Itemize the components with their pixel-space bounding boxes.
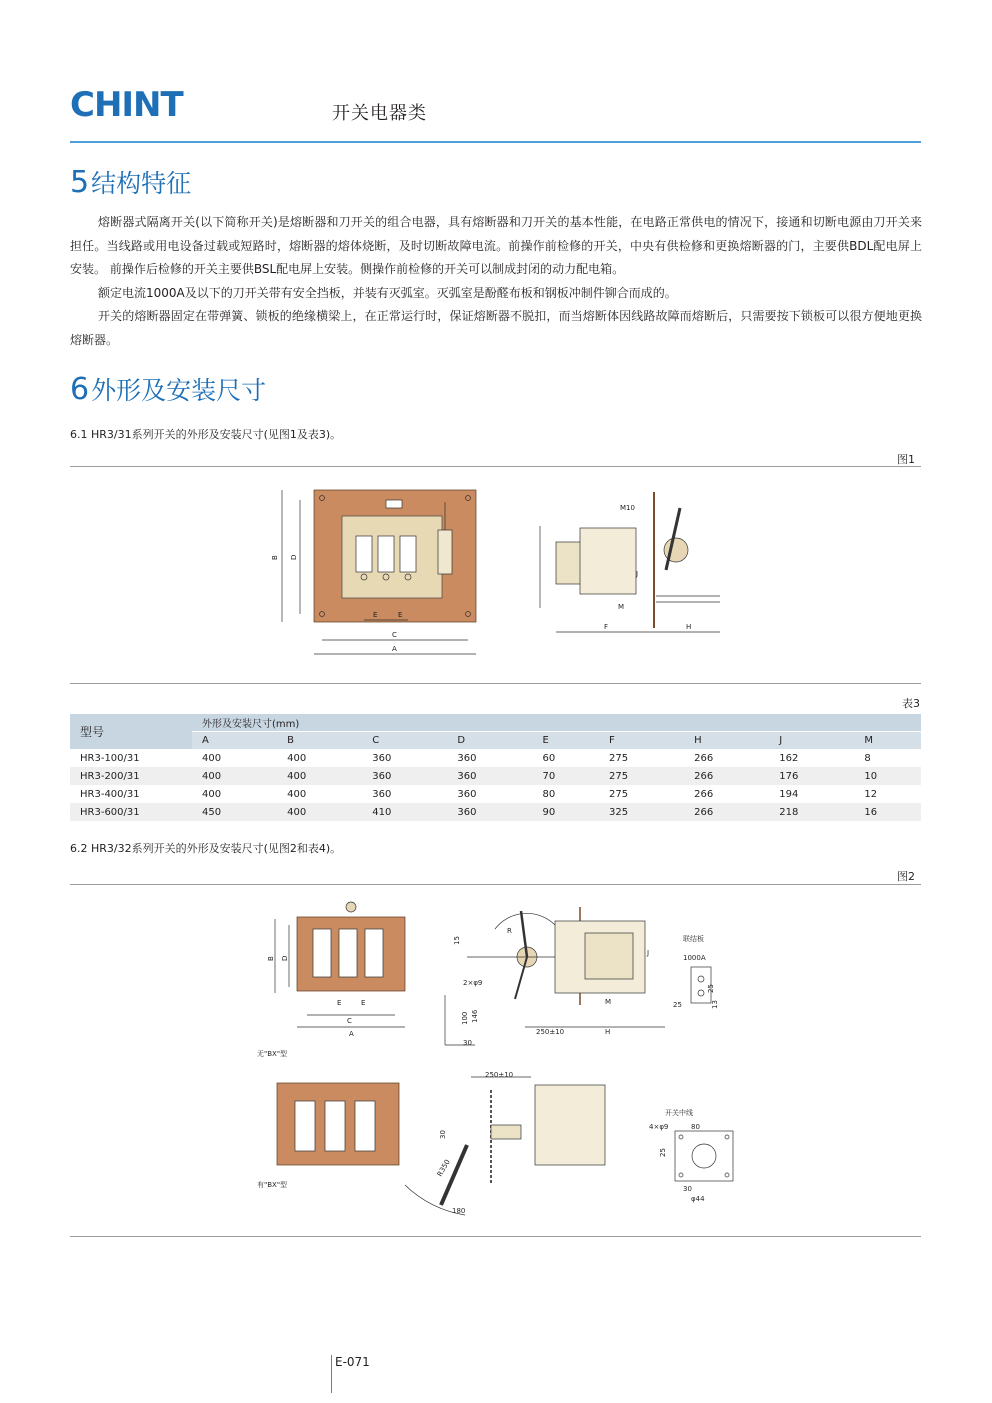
dim-label: φ44 (691, 1195, 705, 1203)
col-header: M (854, 732, 921, 750)
cell-model: HR3-400/31 (80, 788, 140, 800)
header-rule (70, 141, 921, 143)
cell: 218 (769, 803, 854, 821)
page-marker (331, 1355, 332, 1393)
dim-label: 4×φ9 (649, 1123, 669, 1131)
dim-label: A (349, 1030, 354, 1038)
dim-label: A (392, 645, 397, 653)
divider (70, 466, 921, 467)
table-row (70, 767, 921, 785)
dimensions-table (70, 714, 921, 821)
cell: 360 (362, 767, 447, 785)
cell: 60 (542, 752, 556, 764)
col-header: E (533, 732, 600, 750)
cell: 450 (192, 803, 277, 821)
cell: 70 (533, 767, 600, 785)
dim-label: 25 (673, 1001, 682, 1009)
subsection-6-2: 6.2 HR3/32系列开关的外形及安装尺寸(见图2和表4)。 (70, 842, 342, 855)
page-number: E-071 (335, 1355, 370, 1369)
section-number: 5 (70, 165, 90, 200)
dim-label: 250±10 (536, 1028, 565, 1036)
variant-label: 有"BX"型 (257, 1181, 288, 1189)
col-header: B (277, 732, 362, 750)
cell: 266 (684, 767, 769, 785)
figure-1-drawing (260, 478, 740, 663)
dim-label: 15 (453, 936, 461, 945)
cell: 176 (769, 767, 854, 785)
section-5-body (70, 211, 922, 352)
dim-label: B (267, 956, 275, 961)
section-number: 6 (70, 372, 90, 407)
dim-label: E (337, 999, 342, 1007)
cell: 12 (864, 788, 878, 800)
dim-label: F (604, 623, 609, 631)
paragraph: 额定电流1000A及以下的刀开关带有安全挡板，并装有灭弧室。灭弧室是酚醛布板和钢板冲制件铆合而成的。 (98, 285, 677, 300)
dim-label: J (636, 570, 639, 578)
cell: 360 (372, 788, 392, 800)
cell-model: HR3-200/31 (70, 767, 192, 785)
paragraph: 开关的熔断器固定在带弹簧、锁板的绝缘横梁上，在正常运行时，保证熔断器不脱扣，而当熔断体因线路故障而熔断后，只需要按下锁板可以很方便地更换熔断器。 (70, 309, 922, 347)
figure-1-label: 图1 (897, 453, 915, 466)
cell-model: HR3-600/31 (70, 803, 192, 821)
cell: 16 (854, 803, 921, 821)
dim-label: 30 (439, 1130, 447, 1139)
dim-label: 25 (707, 984, 715, 993)
cell: 400 (277, 803, 362, 821)
chint-logo: CHINT (70, 85, 183, 125)
dim-label: 25 (659, 1148, 667, 1157)
table-row (70, 803, 921, 821)
dim-label: H (686, 623, 692, 631)
figure-2-label: 图2 (897, 870, 915, 883)
dim-label: E (361, 999, 366, 1007)
dim-label: 180 (452, 1207, 466, 1215)
cell: 360 (457, 788, 477, 800)
divider (70, 1236, 921, 1237)
figure-2-drawing (255, 895, 755, 1225)
table-3-label: 表3 (902, 697, 920, 710)
dim-label: 2×φ9 (463, 979, 483, 987)
cell: 360 (372, 752, 392, 764)
cell: 275 (609, 752, 629, 764)
dim-label: J (647, 949, 650, 957)
table-header-group: 外形及安装尺寸(mm) (192, 714, 921, 732)
dim-label: 30 (683, 1185, 692, 1193)
col-header: D (447, 732, 532, 750)
cell: 275 (609, 788, 629, 800)
table-header-model: 型号 (70, 714, 192, 749)
cell: 325 (599, 803, 684, 821)
section-5-heading (70, 165, 192, 200)
cell: 400 (192, 767, 277, 785)
cell: 10 (854, 767, 921, 785)
cell: 400 (202, 752, 222, 764)
dim-label: R (507, 927, 512, 935)
subsection-6-1: 6.1 HR3/31系列开关的外形及安装尺寸(见图1及表3)。 (70, 428, 342, 441)
table-row (70, 785, 921, 803)
divider (70, 683, 921, 684)
section-6-heading (70, 372, 267, 407)
cell: 266 (684, 803, 769, 821)
plate-rating: 1000A (683, 954, 706, 962)
cell: 80 (542, 788, 556, 800)
section-title: 结构特征 (91, 169, 192, 198)
dim-label: 30 (463, 1039, 472, 1047)
dim-label: 80 (691, 1123, 700, 1131)
dim-label: C (392, 631, 397, 639)
cell: 360 (447, 767, 532, 785)
cell: 400 (202, 788, 222, 800)
dim-label: R350 (435, 1158, 452, 1178)
col-header: F (599, 732, 684, 750)
table-row (70, 749, 921, 767)
dim-label: 13 (711, 1000, 719, 1009)
variant-label: 无"BX"型 (257, 1050, 288, 1058)
dim-label: 250±10 (485, 1071, 514, 1079)
dim-label: H (605, 1028, 611, 1036)
dim-label: M (605, 998, 612, 1006)
cell: 410 (362, 803, 447, 821)
cell: 360 (457, 752, 477, 764)
cell: 162 (779, 752, 799, 764)
dim-label: E (373, 611, 378, 619)
dim-label: 100 (461, 1011, 469, 1025)
plate-title: 联结板 (683, 935, 704, 943)
switch-title: 开关中线 (665, 1109, 693, 1117)
col-header: J (769, 732, 854, 750)
cell: 194 (779, 788, 799, 800)
dim-label: D (281, 955, 289, 961)
dim-label: B (271, 555, 279, 560)
dim-label: C (347, 1017, 352, 1025)
divider (70, 884, 921, 885)
cell: 266 (694, 752, 714, 764)
cell: 400 (277, 767, 362, 785)
cell: 400 (287, 752, 307, 764)
cell: 360 (447, 803, 532, 821)
paragraph: 熔断器式隔离开关(以下简称开关)是熔断器和刀开关的组合电器，具有熔断器和刀开关的基本性能，在电路正常供电的情况下，接通和切断电源由刀开关来担任。当线路或用电设备过载或短路时，熔断器的熔体烧断，及时切断故障电流。前操作前检修的开关，中央有供检修和更换熔断器的门，主要供BDL配电屏上安装。 前操作后检修的开关主要供BSL配电屏上安装。侧操作前检修的开关可以制成封闭的动力配电箱。 (70, 215, 922, 276)
col-header: H (684, 732, 769, 750)
section-title: 外形及安装尺寸 (91, 376, 267, 405)
cell: 8 (864, 752, 871, 764)
cell-model: HR3-100/31 (80, 752, 140, 764)
cell: 400 (287, 788, 307, 800)
cell: 275 (599, 767, 684, 785)
dim-label: E (398, 611, 403, 619)
cell: 266 (694, 788, 714, 800)
col-header: C (362, 732, 447, 750)
dim-label: M (618, 603, 625, 611)
dim-label: 146 (471, 1009, 479, 1023)
dim-label: D (290, 554, 298, 560)
col-header: A (192, 732, 277, 750)
category-title: 开关电器类 (332, 103, 427, 124)
cell: 90 (533, 803, 600, 821)
dim-label: M10 (620, 504, 635, 512)
